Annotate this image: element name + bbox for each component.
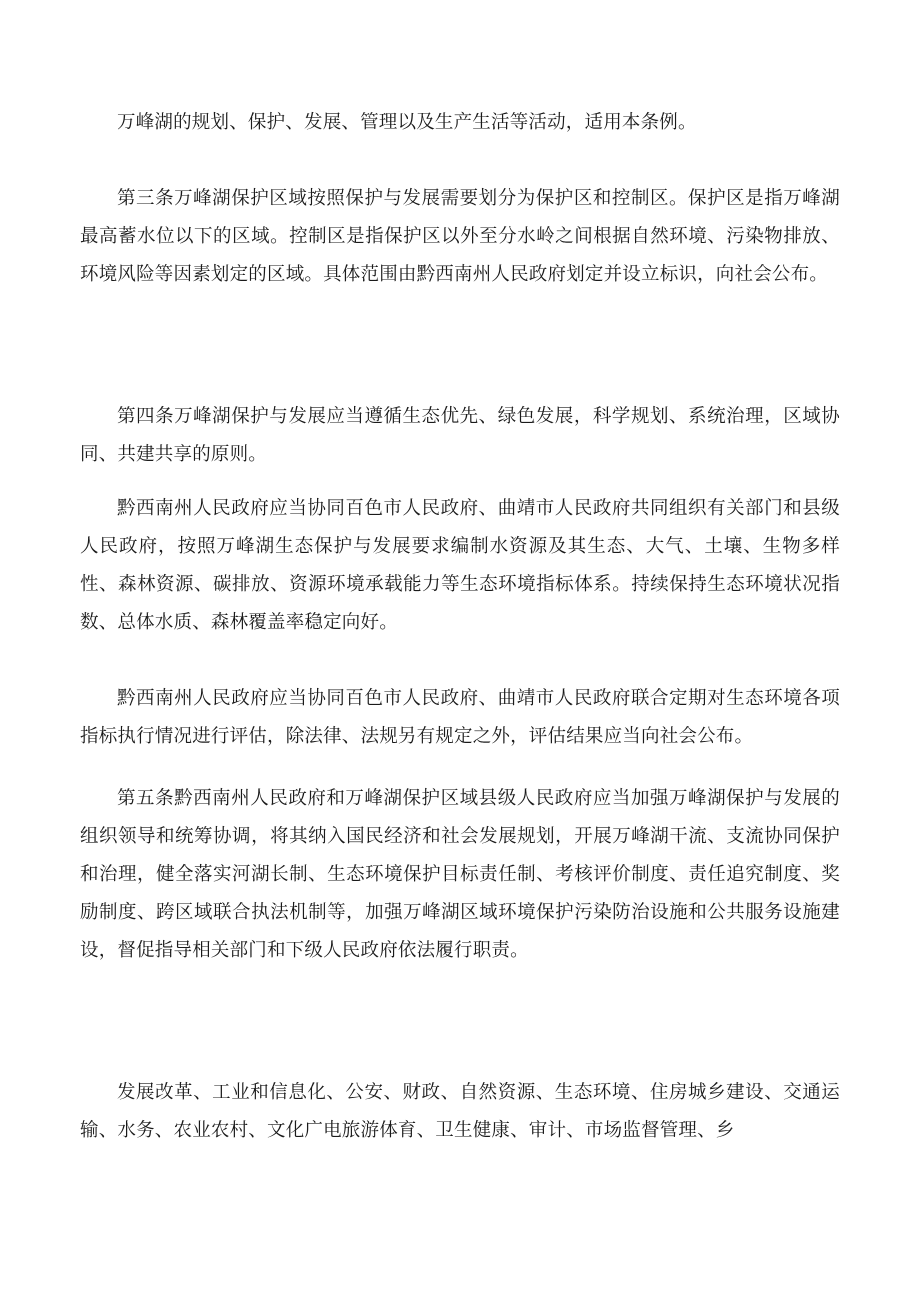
paragraph-article-5: 第五条黔西南州人民政府和万峰湖保护区域县级人民政府应当加强万峰湖保护与发展的组织领导和统筹协调，将其纳入国民经济和社会发展规划，开展万峰湖干流、支流协同保护和治理，健全落实河湖长制、生态环境保护目标责任制、考核评价制度、责任追究制度、奖励制度、跨区域联合执法机制等，加强万峰湖区域环境保护污染防治设施和公共服务设施建设，督促指导相关部门和下级人民政府依法履行职责。: [80, 788, 840, 961]
paragraph-article-3: 第三条万峰湖保护区域按照保护与发展需要划分为保护区和控制区。保护区是指万峰湖最高蓄水位以下的区域。控制区是指保护区以外至分水岭之间根据自然环境、污染物排放、环境风险等因素划定的区域。具体范围由黔西南州人民政府划定并设立标识，向社会公布。: [80, 188, 840, 285]
paragraph-article-4: 第四条万峰湖保护与发展应当遵循生态优先、绿色发展，科学规划、系统治理，区域协同、共建共享的原则。: [80, 406, 840, 465]
paragraph-departments: 发展改革、工业和信息化、公安、财政、自然资源、生态环境、住房城乡建设、交通运输、水务、农业农村、文化广电旅游体育、卫生健康、审计、市场监督管理、乡: [80, 1082, 840, 1141]
paragraph-evaluation: 黔西南州人民政府应当协同百色市人民政府、曲靖市人民政府联合定期对生态环境各项指标执行情况进行评估，除法律、法规另有规定之外，评估结果应当向社会公布。: [80, 688, 840, 747]
paragraph-scope: 万峰湖的规划、保护、发展、管理以及生产生活等活动，适用本条例。: [117, 112, 697, 133]
paragraph-indicator-system: 黔西南州人民政府应当协同百色市人民政府、曲靖市人民政府共同组织有关部门和县级人民政府，按照万峰湖生态保护与发展要求编制水资源及其生态、大气、土壤、生物多样性、森林资源、碳排放、资源环境承载能力等生态环境指标体系。持续保持生态环境状况指数、总体水质、森林覆盖率稳定向好。: [80, 498, 840, 633]
